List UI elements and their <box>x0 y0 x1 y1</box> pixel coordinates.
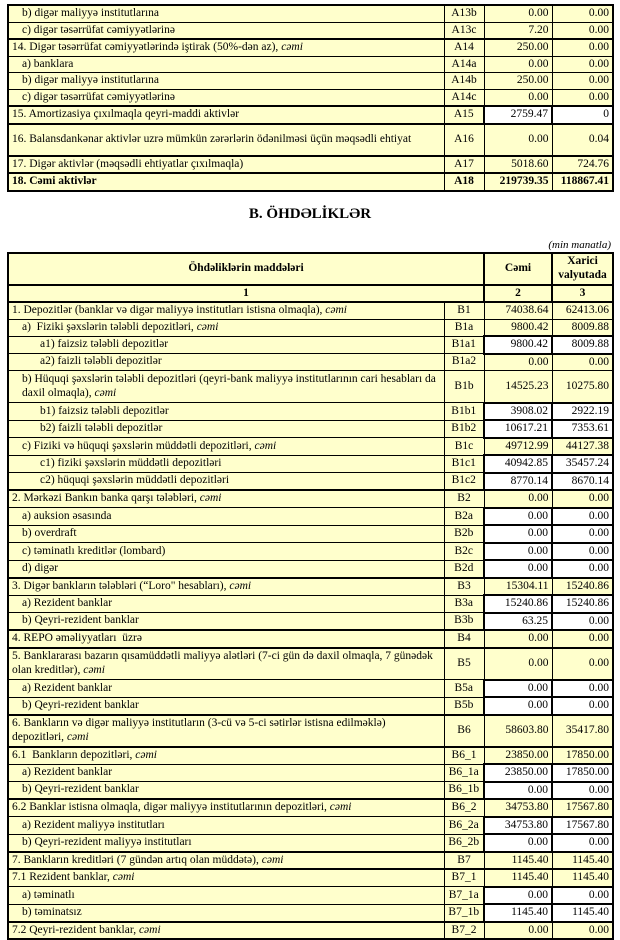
item-code: B1a1 <box>444 336 484 354</box>
item-code: A17 <box>444 156 484 174</box>
value-foreign-currency: 0.00 <box>552 782 613 800</box>
value-total: 0.00 <box>484 680 552 698</box>
value-total: 15240.86 <box>484 595 552 613</box>
item-code: B6_1 <box>444 747 484 765</box>
item-code: B5 <box>444 648 484 680</box>
value-total: 63.25 <box>484 613 552 631</box>
table-row <box>8 508 613 526</box>
table-row <box>8 630 613 648</box>
table-row <box>8 89 613 106</box>
value-total: 34753.80 <box>484 817 552 835</box>
item-code: B6_1a <box>444 764 484 782</box>
item-code: B7_1b <box>444 904 484 922</box>
value-total: 9800.42 <box>484 336 552 354</box>
value-total: 23850.00 <box>484 747 552 765</box>
value-foreign-currency: 15240.86 <box>552 578 613 596</box>
value-foreign-currency: 17850.00 <box>552 747 613 765</box>
value-total: 0.00 <box>484 490 552 508</box>
item-description: c2) hüquqi şəxslərin müddətli depozitləri <box>8 473 444 491</box>
table-row <box>8 869 613 887</box>
table-row <box>8 922 613 940</box>
value-total: 0.00 <box>484 560 552 578</box>
value-foreign-currency: 0.00 <box>552 560 613 578</box>
value-total: 3908.02 <box>484 403 552 421</box>
item-code: B5a <box>444 680 484 698</box>
item-code: B7_2 <box>444 922 484 940</box>
value-total: 0.00 <box>484 508 552 526</box>
value-foreign-currency: 0.00 <box>552 490 613 508</box>
value-foreign-currency: 0.00 <box>552 508 613 526</box>
value-total: 0.00 <box>484 89 552 106</box>
item-code: B6_2b <box>444 834 484 852</box>
item-code: B2c <box>444 543 484 561</box>
value-foreign-currency: 1145.40 <box>552 852 613 870</box>
value-total: 2759.47 <box>484 106 552 124</box>
item-code: B1 <box>444 302 484 319</box>
table-row <box>8 473 613 491</box>
table-row <box>8 22 613 39</box>
value-foreign-currency: 17567.80 <box>552 817 613 835</box>
table-row <box>8 680 613 698</box>
item-description: 14. Digər təsərrüfat cəmiyyətlərində iştirak (50%-dən az), cəmi <box>8 39 444 56</box>
item-description: a) Rezident banklar <box>8 680 444 698</box>
item-description: a) banklara <box>8 56 444 73</box>
table-row <box>8 799 613 817</box>
value-foreign-currency: 0.00 <box>552 525 613 543</box>
value-total: 49712.99 <box>484 438 552 456</box>
item-code: B6_2a <box>444 817 484 835</box>
item-description: 3. Digər bankların tələbləri (“Loro" hesabları), cəmi <box>8 578 444 596</box>
table-row <box>8 560 613 578</box>
item-description: 7.2 Qeyri-rezident banklar, cəmi <box>8 922 444 940</box>
item-description: d) digər <box>8 560 444 578</box>
value-foreign-currency: 118867.41 <box>552 173 613 191</box>
item-description: 17. Digər aktivlər (məqsədli ehtiyatlar çıxılmaqla) <box>8 156 444 174</box>
value-total: 0.00 <box>484 922 552 940</box>
value-total: 10617.21 <box>484 420 552 438</box>
item-code: B4 <box>444 630 484 648</box>
liabilities-table-header <box>8 253 613 303</box>
assets-table <box>7 4 614 192</box>
value-total: 250.00 <box>484 39 552 56</box>
value-foreign-currency: 0.00 <box>552 89 613 106</box>
value-foreign-currency: 0.00 <box>552 543 613 561</box>
item-description: b) Qeyri-rezident banklar <box>8 782 444 800</box>
value-foreign-currency: 0.00 <box>552 887 613 905</box>
page <box>0 4 620 940</box>
table-row <box>8 764 613 782</box>
item-description: b2) faizli tələbli depozitlər <box>8 420 444 438</box>
item-code: B2b <box>444 525 484 543</box>
value-foreign-currency: 2922.19 <box>552 403 613 421</box>
item-description: 1. Depozitlər (banklar və digər maliyyə institutları istisna olmaqla), cəmi <box>8 302 444 319</box>
value-foreign-currency: 8670.14 <box>552 473 613 491</box>
table-row <box>8 173 613 191</box>
item-code: B1c1 <box>444 455 484 473</box>
item-description: a) Rezident banklar <box>8 764 444 782</box>
value-foreign-currency: 0.00 <box>552 73 613 90</box>
value-foreign-currency: 15240.86 <box>552 595 613 613</box>
table-row <box>8 420 613 438</box>
foreign-currency-column-header: Xarici valyutada <box>552 253 613 285</box>
item-code: B7 <box>444 852 484 870</box>
item-code: A14c <box>444 89 484 106</box>
column-number-3: 3 <box>552 285 613 303</box>
total-column-header: Cəmi <box>484 253 552 285</box>
value-foreign-currency: 0.00 <box>552 354 613 371</box>
table-row <box>8 747 613 765</box>
table-row <box>8 525 613 543</box>
item-description: 6.2 Banklar istisna olmaqla, digər maliyyə institutlarının depozitləri, cəmi <box>8 799 444 817</box>
item-description: b) overdraft <box>8 525 444 543</box>
value-foreign-currency: 0.00 <box>552 680 613 698</box>
item-code: B1a2 <box>444 354 484 371</box>
value-total: 7.20 <box>484 22 552 39</box>
item-description: a) təminatlı <box>8 887 444 905</box>
item-description: c) digər təsərrüfat cəmiyyətlərinə <box>8 89 444 106</box>
table-row <box>8 490 613 508</box>
table-row <box>8 852 613 870</box>
item-description: a2) faizli tələbli depozitlər <box>8 354 444 371</box>
table-row <box>8 543 613 561</box>
item-code: B6 <box>444 715 484 747</box>
item-code: B1b1 <box>444 403 484 421</box>
table-row <box>8 834 613 852</box>
value-foreign-currency: 0.00 <box>552 834 613 852</box>
value-foreign-currency: 8009.88 <box>552 336 613 354</box>
table-row <box>8 887 613 905</box>
table-row <box>8 438 613 456</box>
value-total: 1145.40 <box>484 904 552 922</box>
item-description: a) Rezident maliyyə institutları <box>8 817 444 835</box>
table-row <box>8 697 613 715</box>
liabilities-table <box>7 252 614 940</box>
value-total: 0.00 <box>484 834 552 852</box>
value-foreign-currency: 35417.80 <box>552 715 613 747</box>
item-code: A14b <box>444 73 484 90</box>
value-total: 0.00 <box>484 648 552 680</box>
table-row <box>8 5 613 22</box>
column-number-1: 1 <box>8 285 484 303</box>
item-code: A14 <box>444 39 484 56</box>
value-total: 0.00 <box>484 354 552 371</box>
table-row <box>8 371 613 403</box>
item-description: a) Rezident banklar <box>8 595 444 613</box>
value-total: 14525.23 <box>484 371 552 403</box>
item-description: b1) faizsiz tələbli depozitlər <box>8 403 444 421</box>
item-description: a) Fiziki şəxslərin tələbli depozitləri, cəmi <box>8 319 444 336</box>
item-description: a) auksion əsasında <box>8 508 444 526</box>
value-total: 0.00 <box>484 525 552 543</box>
value-foreign-currency: 0 <box>552 106 613 124</box>
table-row <box>8 56 613 73</box>
item-description: c1) fiziki şəxslərin müddətli depozitləri <box>8 455 444 473</box>
item-description: 6. Bankların və digər maliyyə institutların (3-cü və 5-ci sətirlər istisna edilməklə) depozitləri, cəmi <box>8 715 444 747</box>
value-foreign-currency: 0.00 <box>552 697 613 715</box>
value-total: 74038.64 <box>484 302 552 319</box>
value-foreign-currency: 0.00 <box>552 39 613 56</box>
item-description: 7. Bankların kreditləri (7 gündən artıq olan müddətə), cəmi <box>8 852 444 870</box>
table-row <box>8 904 613 922</box>
table-row <box>8 124 613 156</box>
item-code: B2 <box>444 490 484 508</box>
table-row <box>8 715 613 747</box>
item-code: B3b <box>444 613 484 631</box>
value-total: 15304.11 <box>484 578 552 596</box>
value-foreign-currency: 17850.00 <box>552 764 613 782</box>
value-foreign-currency: 8009.88 <box>552 319 613 336</box>
item-code: B3a <box>444 595 484 613</box>
table-row <box>8 336 613 354</box>
table-row <box>8 595 613 613</box>
value-total: 0.00 <box>484 56 552 73</box>
value-total: 0.00 <box>484 124 552 156</box>
item-code: A13c <box>444 22 484 39</box>
item-description: b) Qeyri-rezident maliyyə institutları <box>8 834 444 852</box>
value-total: 5018.60 <box>484 156 552 174</box>
item-code: B1b <box>444 371 484 403</box>
item-code: B2d <box>444 560 484 578</box>
items-column-header: Öhdəliklərin maddələri <box>8 253 484 285</box>
table-row <box>8 354 613 371</box>
value-total: 34753.80 <box>484 799 552 817</box>
item-code: B5b <box>444 697 484 715</box>
table-row <box>8 106 613 124</box>
value-foreign-currency: 1145.40 <box>552 869 613 887</box>
value-total: 40942.85 <box>484 455 552 473</box>
value-foreign-currency: 0.00 <box>552 5 613 22</box>
item-description: a1) faizsiz tələbli depozitlər <box>8 336 444 354</box>
value-total: 0.00 <box>484 543 552 561</box>
value-foreign-currency: 0.00 <box>552 922 613 940</box>
table-row <box>8 319 613 336</box>
item-code: B7_1a <box>444 887 484 905</box>
value-foreign-currency: 1145.40 <box>552 904 613 922</box>
value-foreign-currency: 724.76 <box>552 156 613 174</box>
value-total: 9800.42 <box>484 319 552 336</box>
table-row <box>8 782 613 800</box>
item-code: B1c <box>444 438 484 456</box>
value-foreign-currency: 7353.61 <box>552 420 613 438</box>
column-number-row <box>8 285 613 303</box>
item-code: B2a <box>444 508 484 526</box>
item-code: B3 <box>444 578 484 596</box>
value-foreign-currency: 0.00 <box>552 630 613 648</box>
item-code: A13b <box>444 5 484 22</box>
item-code: B6_2 <box>444 799 484 817</box>
value-total: 0.00 <box>484 782 552 800</box>
table-row <box>8 578 613 596</box>
item-description: c) təminatlı kreditlər (lombard) <box>8 543 444 561</box>
item-description: b) təminatsız <box>8 904 444 922</box>
value-total: 8770.14 <box>484 473 552 491</box>
column-number-2: 2 <box>484 285 552 303</box>
item-description: 5. Banklararası bazarın qısamüddətli maliyyə alətləri (7-ci gün də daxil olmaqla, 7 günədək olan kreditlər), cəmi <box>8 648 444 680</box>
table-row <box>8 817 613 835</box>
item-description: b) digər maliyyə institutlarına <box>8 5 444 22</box>
item-description: c) digər təsərrüfat cəmiyyətlərinə <box>8 22 444 39</box>
value-total: 0.00 <box>484 697 552 715</box>
item-description: 7.1 Rezident banklar, cəmi <box>8 869 444 887</box>
table-row <box>8 156 613 174</box>
item-code: B1a <box>444 319 484 336</box>
table-row <box>8 648 613 680</box>
item-description: 15. Amortizasiya çıxılmaqla qeyri-maddi aktivlər <box>8 106 444 124</box>
value-total: 1145.40 <box>484 852 552 870</box>
item-description: 2. Mərkəzi Bankın banka qarşı tələbləri, cəmi <box>8 490 444 508</box>
item-description: b) digər maliyyə institutlarına <box>8 73 444 90</box>
item-code: B6_1b <box>444 782 484 800</box>
item-description: b) Qeyri-rezident banklar <box>8 613 444 631</box>
table-row <box>8 455 613 473</box>
value-foreign-currency: 44127.38 <box>552 438 613 456</box>
item-code: B1b2 <box>444 420 484 438</box>
item-code: A16 <box>444 124 484 156</box>
value-total: 219739.35 <box>484 173 552 191</box>
value-foreign-currency: 0.00 <box>552 648 613 680</box>
value-total: 0.00 <box>484 630 552 648</box>
table-row <box>8 613 613 631</box>
item-code: B7_1 <box>444 869 484 887</box>
value-total: 1145.40 <box>484 869 552 887</box>
item-code: A14a <box>444 56 484 73</box>
item-description: 16. Balansdankənar aktivlər uzrə mümkün zərərlərin ödənilməsi üçün məqsədli ehtiyat <box>8 124 444 156</box>
item-code: A15 <box>444 106 484 124</box>
value-foreign-currency: 0.00 <box>552 613 613 631</box>
table-row <box>8 302 613 319</box>
value-total: 0.00 <box>484 887 552 905</box>
item-description: c) Fiziki və hüquqi şəxslərin müddətli depozitləri, cəmi <box>8 438 444 456</box>
header-row <box>8 253 613 285</box>
table-row <box>8 403 613 421</box>
item-description: b) Hüquqi şəxslərin tələbli depozitləri (qeyri-bank maliyyə institutlarının cari hesabları da daxil olmaqla), cəmi <box>8 371 444 403</box>
item-code: B1c2 <box>444 473 484 491</box>
item-description: b) Qeyri-rezident banklar <box>8 697 444 715</box>
value-total: 23850.00 <box>484 764 552 782</box>
value-foreign-currency: 0.00 <box>552 56 613 73</box>
table-row <box>8 73 613 90</box>
value-total: 250.00 <box>484 73 552 90</box>
value-foreign-currency: 0.04 <box>552 124 613 156</box>
value-foreign-currency: 62413.06 <box>552 302 613 319</box>
value-foreign-currency: 35457.24 <box>552 455 613 473</box>
item-code: A18 <box>444 173 484 191</box>
value-foreign-currency: 10275.80 <box>552 371 613 403</box>
item-description: 6.1 Bankların depozitləri, cəmi <box>8 747 444 765</box>
item-description: 18. Cəmi aktivlər <box>8 173 444 191</box>
value-total: 0.00 <box>484 5 552 22</box>
value-total: 58603.80 <box>484 715 552 747</box>
unit-note: (min manatla) <box>0 239 611 251</box>
value-foreign-currency: 17567.80 <box>552 799 613 817</box>
value-foreign-currency: 0.00 <box>552 22 613 39</box>
section-title: B. ÖHDƏLİKLƏR <box>0 206 620 223</box>
item-description: 4. REPO əməliyyatları üzrə <box>8 630 444 648</box>
table-row <box>8 39 613 56</box>
